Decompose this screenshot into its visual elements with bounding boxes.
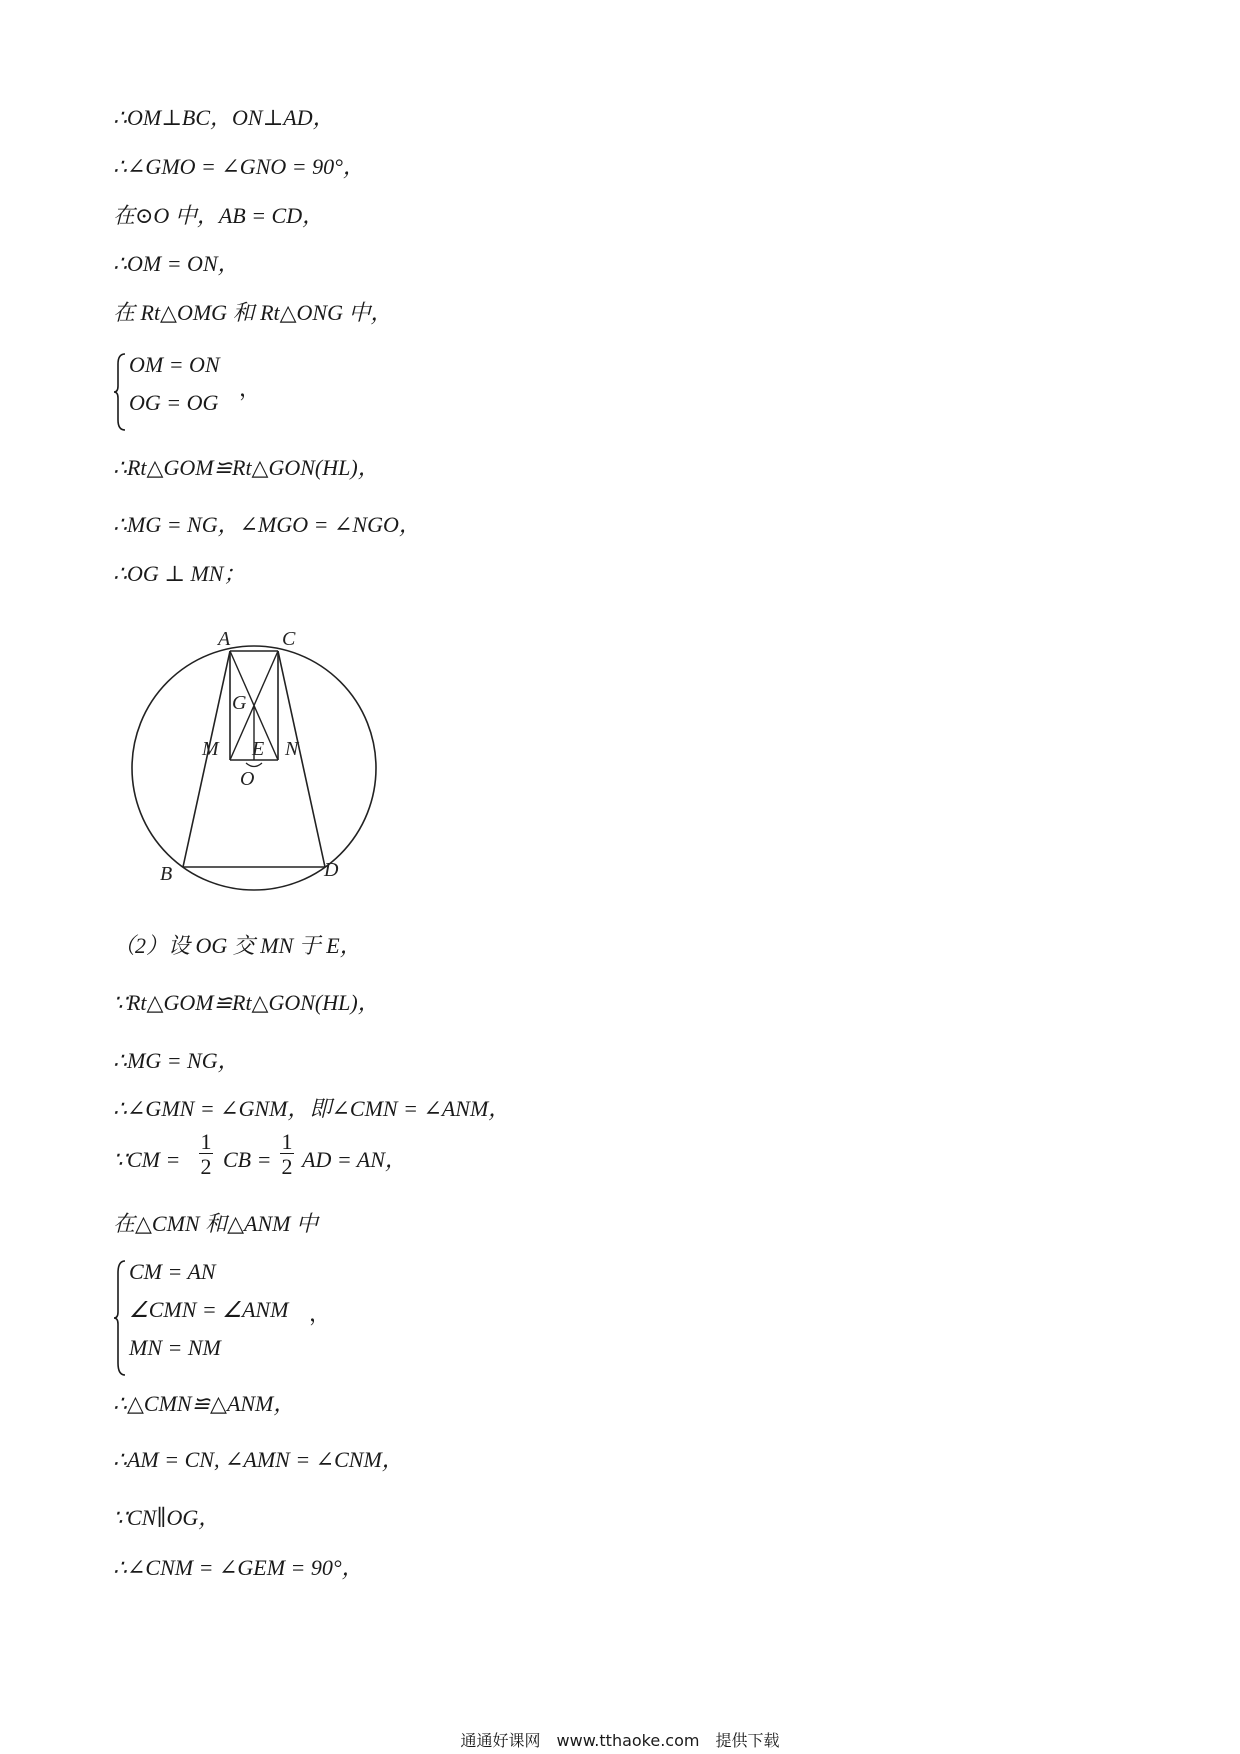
equation-system-1 bbox=[113, 352, 313, 432]
text-line-4: ∴OM = ON， bbox=[113, 251, 240, 276]
text-line-2: ∴∠GMO = ∠GNO = 90°， bbox=[113, 154, 365, 179]
text-line-3: 在⊙O 中，AB = CD， bbox=[113, 203, 325, 228]
label-n: N bbox=[285, 738, 299, 760]
equation-system-2 bbox=[113, 1259, 353, 1377]
text-line-12: ∴∠GMN = ∠GNM，即∠CMN = ∠ANM， bbox=[113, 1096, 511, 1121]
text-line-13: 在△CMN 和△ANM 中 bbox=[113, 1211, 318, 1236]
brace-icon bbox=[113, 352, 127, 432]
text-line-16: ∵CN∥OG， bbox=[113, 1505, 221, 1530]
system-row: ∠CMN = ∠ANM bbox=[129, 1297, 289, 1322]
text-line-11: ∴MG = NG， bbox=[113, 1048, 240, 1073]
page-footer: 通通好课网 www.tthaoke.com 提供下载 bbox=[460, 1731, 780, 1750]
text-line-7: ∴MG = NG，∠MGO = ∠NGO， bbox=[113, 512, 421, 537]
text-line-9: （2）设 OG 交 MN 于 E， bbox=[113, 933, 362, 958]
label-g: G bbox=[232, 692, 247, 714]
label-c: C bbox=[282, 628, 296, 650]
fraction-part-2: CB = bbox=[223, 1147, 272, 1172]
label-a: A bbox=[218, 628, 231, 650]
fraction-part-1: ∵CM = bbox=[113, 1147, 181, 1172]
fraction-half-2 bbox=[280, 1129, 294, 1180]
fraction-half-1 bbox=[199, 1129, 213, 1180]
text-line-8: ∴OG ⊥ MN； bbox=[113, 561, 246, 586]
fraction-part-3: AD = AN， bbox=[302, 1147, 407, 1172]
label-m: M bbox=[202, 738, 219, 760]
text-line-15: ∴AM = CN, ∠AMN = ∠CNM， bbox=[113, 1447, 404, 1472]
system-tail: ， bbox=[239, 376, 262, 401]
label-d: D bbox=[324, 859, 339, 881]
text-line-1: ∴OM⊥BC，ON⊥AD， bbox=[113, 105, 335, 130]
label-b: B bbox=[160, 863, 173, 885]
label-o: O bbox=[240, 768, 255, 790]
text-line-5: 在 Rt△OMG 和 Rt△ONG 中， bbox=[113, 300, 393, 325]
geometry-diagram bbox=[120, 620, 390, 895]
numerator: 1 bbox=[281, 1129, 293, 1154]
system-row: OM = ON bbox=[129, 352, 220, 377]
text-line-14: ∴△CMN≌△ANM， bbox=[113, 1391, 296, 1416]
system-row: CM = AN bbox=[129, 1259, 216, 1284]
numerator: 1 bbox=[200, 1129, 212, 1154]
system-row: OG = OG bbox=[129, 390, 219, 415]
text-line-6: ∴Rt△GOM≌Rt△GON(HL)， bbox=[113, 455, 380, 480]
arc-mark bbox=[246, 763, 262, 767]
system-row: MN = NM bbox=[129, 1335, 221, 1360]
system-tail: ， bbox=[309, 1301, 332, 1326]
fraction-line bbox=[113, 1145, 180, 1175]
brace-icon bbox=[113, 1259, 127, 1377]
denominator: 2 bbox=[200, 1154, 212, 1179]
text-line-10: ∵Rt△GOM≌Rt△GON(HL)， bbox=[113, 990, 380, 1015]
denominator: 2 bbox=[281, 1154, 293, 1179]
text-line-17: ∴∠CNM = ∠GEM = 90°， bbox=[113, 1555, 364, 1580]
label-e: E bbox=[252, 738, 265, 760]
